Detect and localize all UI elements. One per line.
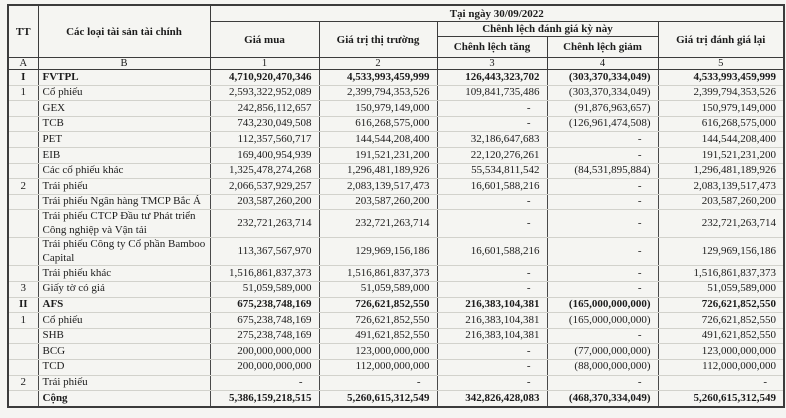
row-value: 616,268,575,000 <box>319 116 437 132</box>
row-value: 1,296,481,189,926 <box>658 163 784 179</box>
row-tt <box>8 328 38 344</box>
table-row <box>8 391 784 407</box>
row-value: 16,601,588,216 <box>437 179 547 195</box>
row-tt: 2 <box>8 179 38 195</box>
row-value: - <box>547 179 658 195</box>
row-value: 491,621,852,550 <box>658 328 784 344</box>
row-tt <box>8 344 38 360</box>
table-row <box>8 194 784 210</box>
row-value: 51,059,589,000 <box>210 281 319 297</box>
row-value: (77,000,000,000) <box>547 344 658 360</box>
row-value: 616,268,575,000 <box>658 116 784 132</box>
row-value: 16,601,588,216 <box>437 238 547 266</box>
row-value: 55,534,811,542 <box>437 163 547 179</box>
row-value: - <box>547 328 658 344</box>
row-asset-label: Cộng <box>38 391 210 407</box>
row-value: 5,386,159,218,515 <box>210 391 319 407</box>
table-row <box>8 266 784 282</box>
table-row <box>8 313 784 329</box>
row-value: - <box>437 101 547 117</box>
row-asset-label: Trái phiếu Ngân hàng TMCP Bắc Á <box>38 194 210 210</box>
row-tt <box>8 238 38 266</box>
row-value: 342,826,428,083 <box>437 391 547 407</box>
table-row <box>8 147 784 163</box>
row-asset-label: GEX <box>38 101 210 117</box>
row-value: - <box>437 194 547 210</box>
row-value: 2,399,794,353,526 <box>658 85 784 101</box>
row-value: - <box>437 116 547 132</box>
col-header-tt: TT <box>8 5 38 58</box>
row-value: 112,000,000,000 <box>319 359 437 375</box>
table-row <box>8 179 784 195</box>
row-value: (88,000,000,000) <box>547 359 658 375</box>
row-value: 191,521,231,200 <box>319 147 437 163</box>
row-value: 1,516,861,837,373 <box>658 266 784 282</box>
row-value: (165,000,000,000) <box>547 313 658 329</box>
row-asset-label: AFS <box>38 297 210 313</box>
row-asset-label: Trái phiếu <box>38 179 210 195</box>
row-tt <box>8 210 38 238</box>
column-index-5: 5 <box>658 58 784 70</box>
row-value: 2,399,794,353,526 <box>319 85 437 101</box>
row-asset-label: Cổ phiếu <box>38 313 210 329</box>
row-value: 169,400,954,939 <box>210 147 319 163</box>
row-value: 51,059,589,000 <box>658 281 784 297</box>
row-value: 191,521,231,200 <box>658 147 784 163</box>
table-row <box>8 281 784 297</box>
col-header-revalued-value: Giá trị đánh giá lại <box>658 22 784 58</box>
table-row <box>8 70 784 86</box>
row-value: (84,531,895,884) <box>547 163 658 179</box>
row-tt: 3 <box>8 281 38 297</box>
row-value: 2,083,139,517,473 <box>658 179 784 195</box>
row-value: 150,979,149,000 <box>319 101 437 117</box>
financial-assets-revaluation-table <box>7 4 785 408</box>
row-value: - <box>437 375 547 391</box>
row-value: - <box>437 344 547 360</box>
row-value: 51,059,589,000 <box>319 281 437 297</box>
row-value: 113,367,567,970 <box>210 238 319 266</box>
row-value: 112,000,000,000 <box>658 359 784 375</box>
row-value: 2,066,537,929,257 <box>210 179 319 195</box>
row-tt <box>8 266 38 282</box>
row-tt: II <box>8 297 38 313</box>
row-asset-label: BCG <box>38 344 210 360</box>
row-asset-label: Trái phiếu CTCP Đầu tư Phát triển Công nghiệp và Vận tải <box>38 210 210 238</box>
row-value: 743,230,049,508 <box>210 116 319 132</box>
row-asset-label: PET <box>38 132 210 148</box>
row-asset-label: TCB <box>38 116 210 132</box>
col-header-asset-types: Các loại tài sản tài chính <box>38 5 210 58</box>
table-row <box>8 238 784 266</box>
row-value: 232,721,263,714 <box>658 210 784 238</box>
table-row <box>8 101 784 117</box>
row-tt <box>8 163 38 179</box>
col-header-purchase-price: Giá mua <box>210 22 319 58</box>
column-index-row <box>8 58 784 70</box>
row-asset-label: FVTPL <box>38 70 210 86</box>
table-row <box>8 328 784 344</box>
row-value: - <box>547 210 658 238</box>
row-value: 232,721,263,714 <box>210 210 319 238</box>
row-value: - <box>547 194 658 210</box>
row-asset-label: Giấy tờ có giá <box>38 281 210 297</box>
row-value: 4,533,993,459,999 <box>658 70 784 86</box>
row-value: 1,516,861,837,373 <box>319 266 437 282</box>
row-value: - <box>547 147 658 163</box>
row-tt <box>8 359 38 375</box>
row-tt <box>8 116 38 132</box>
col-header-market-value: Giá trị thị trường <box>319 22 437 58</box>
row-value: 144,544,208,400 <box>319 132 437 148</box>
row-value: 216,383,104,381 <box>437 328 547 344</box>
row-value: 675,238,748,169 <box>210 297 319 313</box>
column-index-b: B <box>38 58 210 70</box>
row-value: 144,544,208,400 <box>658 132 784 148</box>
row-value: 5,260,615,312,549 <box>658 391 784 407</box>
row-value: 129,969,156,186 <box>658 238 784 266</box>
table-row <box>8 85 784 101</box>
column-index-1: 1 <box>210 58 319 70</box>
row-value: 123,000,000,000 <box>658 344 784 360</box>
row-value: 32,186,647,683 <box>437 132 547 148</box>
table-row <box>8 375 784 391</box>
row-value: 5,260,615,312,549 <box>319 391 437 407</box>
row-value: 22,120,276,261 <box>437 147 547 163</box>
row-tt: 1 <box>8 313 38 329</box>
row-value: (303,370,334,049) <box>547 70 658 86</box>
column-index-3: 3 <box>437 58 547 70</box>
row-value: 726,621,852,550 <box>658 313 784 329</box>
row-value: 126,443,323,702 <box>437 70 547 86</box>
table-row <box>8 163 784 179</box>
row-value: (303,370,334,049) <box>547 85 658 101</box>
col-header-diff-decrease: Chênh lệch giảm <box>547 37 658 58</box>
row-value: - <box>437 359 547 375</box>
row-value: 275,238,748,169 <box>210 328 319 344</box>
table-row <box>8 210 784 238</box>
row-value: 203,587,260,200 <box>658 194 784 210</box>
row-value: - <box>547 266 658 282</box>
col-header-diff-increase: Chênh lệch tăng <box>437 37 547 58</box>
row-value: 2,083,139,517,473 <box>319 179 437 195</box>
row-asset-label: TCD <box>38 359 210 375</box>
row-value: - <box>437 266 547 282</box>
row-value: 1,516,861,837,373 <box>210 266 319 282</box>
row-asset-label: Trái phiếu khác <box>38 266 210 282</box>
row-asset-label: Cổ phiếu <box>38 85 210 101</box>
table-row <box>8 132 784 148</box>
row-value: 200,000,000,000 <box>210 344 319 360</box>
col-header-revaluation-diff: Chênh lệch đánh giá kỳ này <box>437 22 658 37</box>
column-index-4: 4 <box>547 58 658 70</box>
row-tt: 1 <box>8 85 38 101</box>
row-value: (165,000,000,000) <box>547 297 658 313</box>
row-value: - <box>658 375 784 391</box>
table-row <box>8 116 784 132</box>
table-row <box>8 297 784 313</box>
row-value: - <box>437 210 547 238</box>
row-value: 675,238,748,169 <box>210 313 319 329</box>
row-value: 2,593,322,952,089 <box>210 85 319 101</box>
row-value: - <box>547 281 658 297</box>
row-value: 1,325,478,274,268 <box>210 163 319 179</box>
row-value: 491,621,852,550 <box>319 328 437 344</box>
row-tt <box>8 391 38 407</box>
row-value: 203,587,260,200 <box>319 194 437 210</box>
row-value: - <box>547 132 658 148</box>
row-value: 242,856,112,657 <box>210 101 319 117</box>
row-value: 150,979,149,000 <box>658 101 784 117</box>
row-value: (91,876,963,657) <box>547 101 658 117</box>
row-value: (468,370,334,049) <box>547 391 658 407</box>
row-value: 726,621,852,550 <box>319 313 437 329</box>
row-value: 726,621,852,550 <box>319 297 437 313</box>
row-tt <box>8 147 38 163</box>
row-value: - <box>437 281 547 297</box>
row-asset-label: Các cổ phiếu khác <box>38 163 210 179</box>
row-value: 232,721,263,714 <box>319 210 437 238</box>
col-header-asof-date: Tại ngày 30/09/2022 <box>210 5 784 22</box>
table-row <box>8 344 784 360</box>
row-value: - <box>547 238 658 266</box>
row-asset-label: Trái phiếu Công ty Cổ phần Bamboo Capital <box>38 238 210 266</box>
row-value: - <box>547 375 658 391</box>
row-asset-label: Trái phiếu <box>38 375 210 391</box>
row-value: 4,710,920,470,346 <box>210 70 319 86</box>
row-value: - <box>319 375 437 391</box>
row-asset-label: SHB <box>38 328 210 344</box>
row-value: 109,841,735,486 <box>437 85 547 101</box>
row-value: 4,533,993,459,999 <box>319 70 437 86</box>
table-row <box>8 359 784 375</box>
row-value: 216,383,104,381 <box>437 313 547 329</box>
row-tt: 2 <box>8 375 38 391</box>
column-index-a: A <box>8 58 38 70</box>
row-value: 129,969,156,186 <box>319 238 437 266</box>
row-value: - <box>210 375 319 391</box>
row-value: 200,000,000,000 <box>210 359 319 375</box>
row-value: (126,961,474,508) <box>547 116 658 132</box>
row-value: 216,383,104,381 <box>437 297 547 313</box>
row-value: 1,296,481,189,926 <box>319 163 437 179</box>
row-value: 123,000,000,000 <box>319 344 437 360</box>
column-index-2: 2 <box>319 58 437 70</box>
row-tt <box>8 132 38 148</box>
row-tt <box>8 194 38 210</box>
row-value: 112,357,560,717 <box>210 132 319 148</box>
row-value: 203,587,260,200 <box>210 194 319 210</box>
row-tt <box>8 101 38 117</box>
row-asset-label: EIB <box>38 147 210 163</box>
row-tt: I <box>8 70 38 86</box>
row-value: 726,621,852,550 <box>658 297 784 313</box>
